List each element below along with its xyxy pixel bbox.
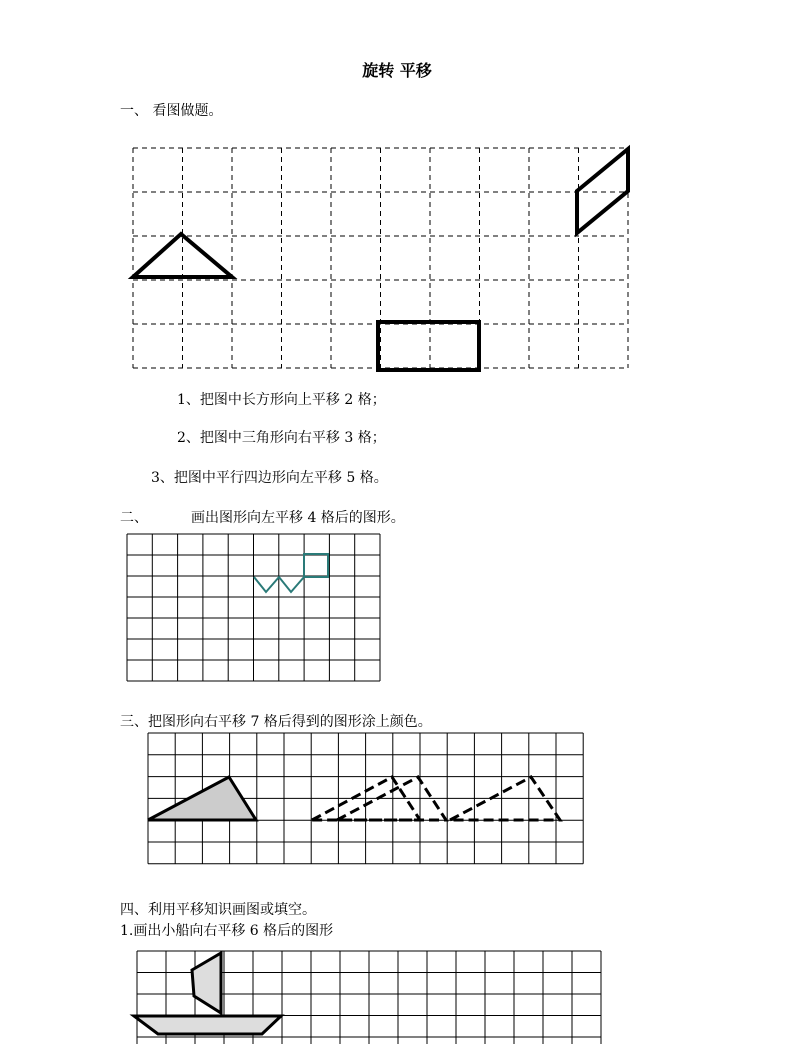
boat-sail bbox=[192, 953, 221, 1013]
section-2-instruction: 画出图形向左平移 4 格后的图形。 bbox=[191, 510, 405, 526]
section-3-heading: 三、把图形向右平移 7 格后得到的图形涂上颜色。 bbox=[120, 714, 432, 730]
section-1-item-1: 1、把图中长方形向上平移 2 格； bbox=[177, 392, 386, 408]
section-4-heading: 四、利用平移知识画图或填空。 bbox=[120, 902, 316, 918]
section-1-item-3: 3、把图中平行四边形向左平移 5 格。 bbox=[151, 470, 388, 486]
section-2-number: 二、 bbox=[120, 510, 148, 526]
page-title: 旋转 平移 bbox=[362, 61, 432, 80]
section-1-item-2: 2、把图中三角形向右平移 3 格； bbox=[177, 430, 386, 446]
section-4-item-1: 1.画出小船向右平移 6 格后的图形 bbox=[120, 923, 334, 939]
section-1-heading: 一、 看图做题。 bbox=[120, 103, 223, 119]
boat-hull bbox=[134, 1016, 281, 1034]
